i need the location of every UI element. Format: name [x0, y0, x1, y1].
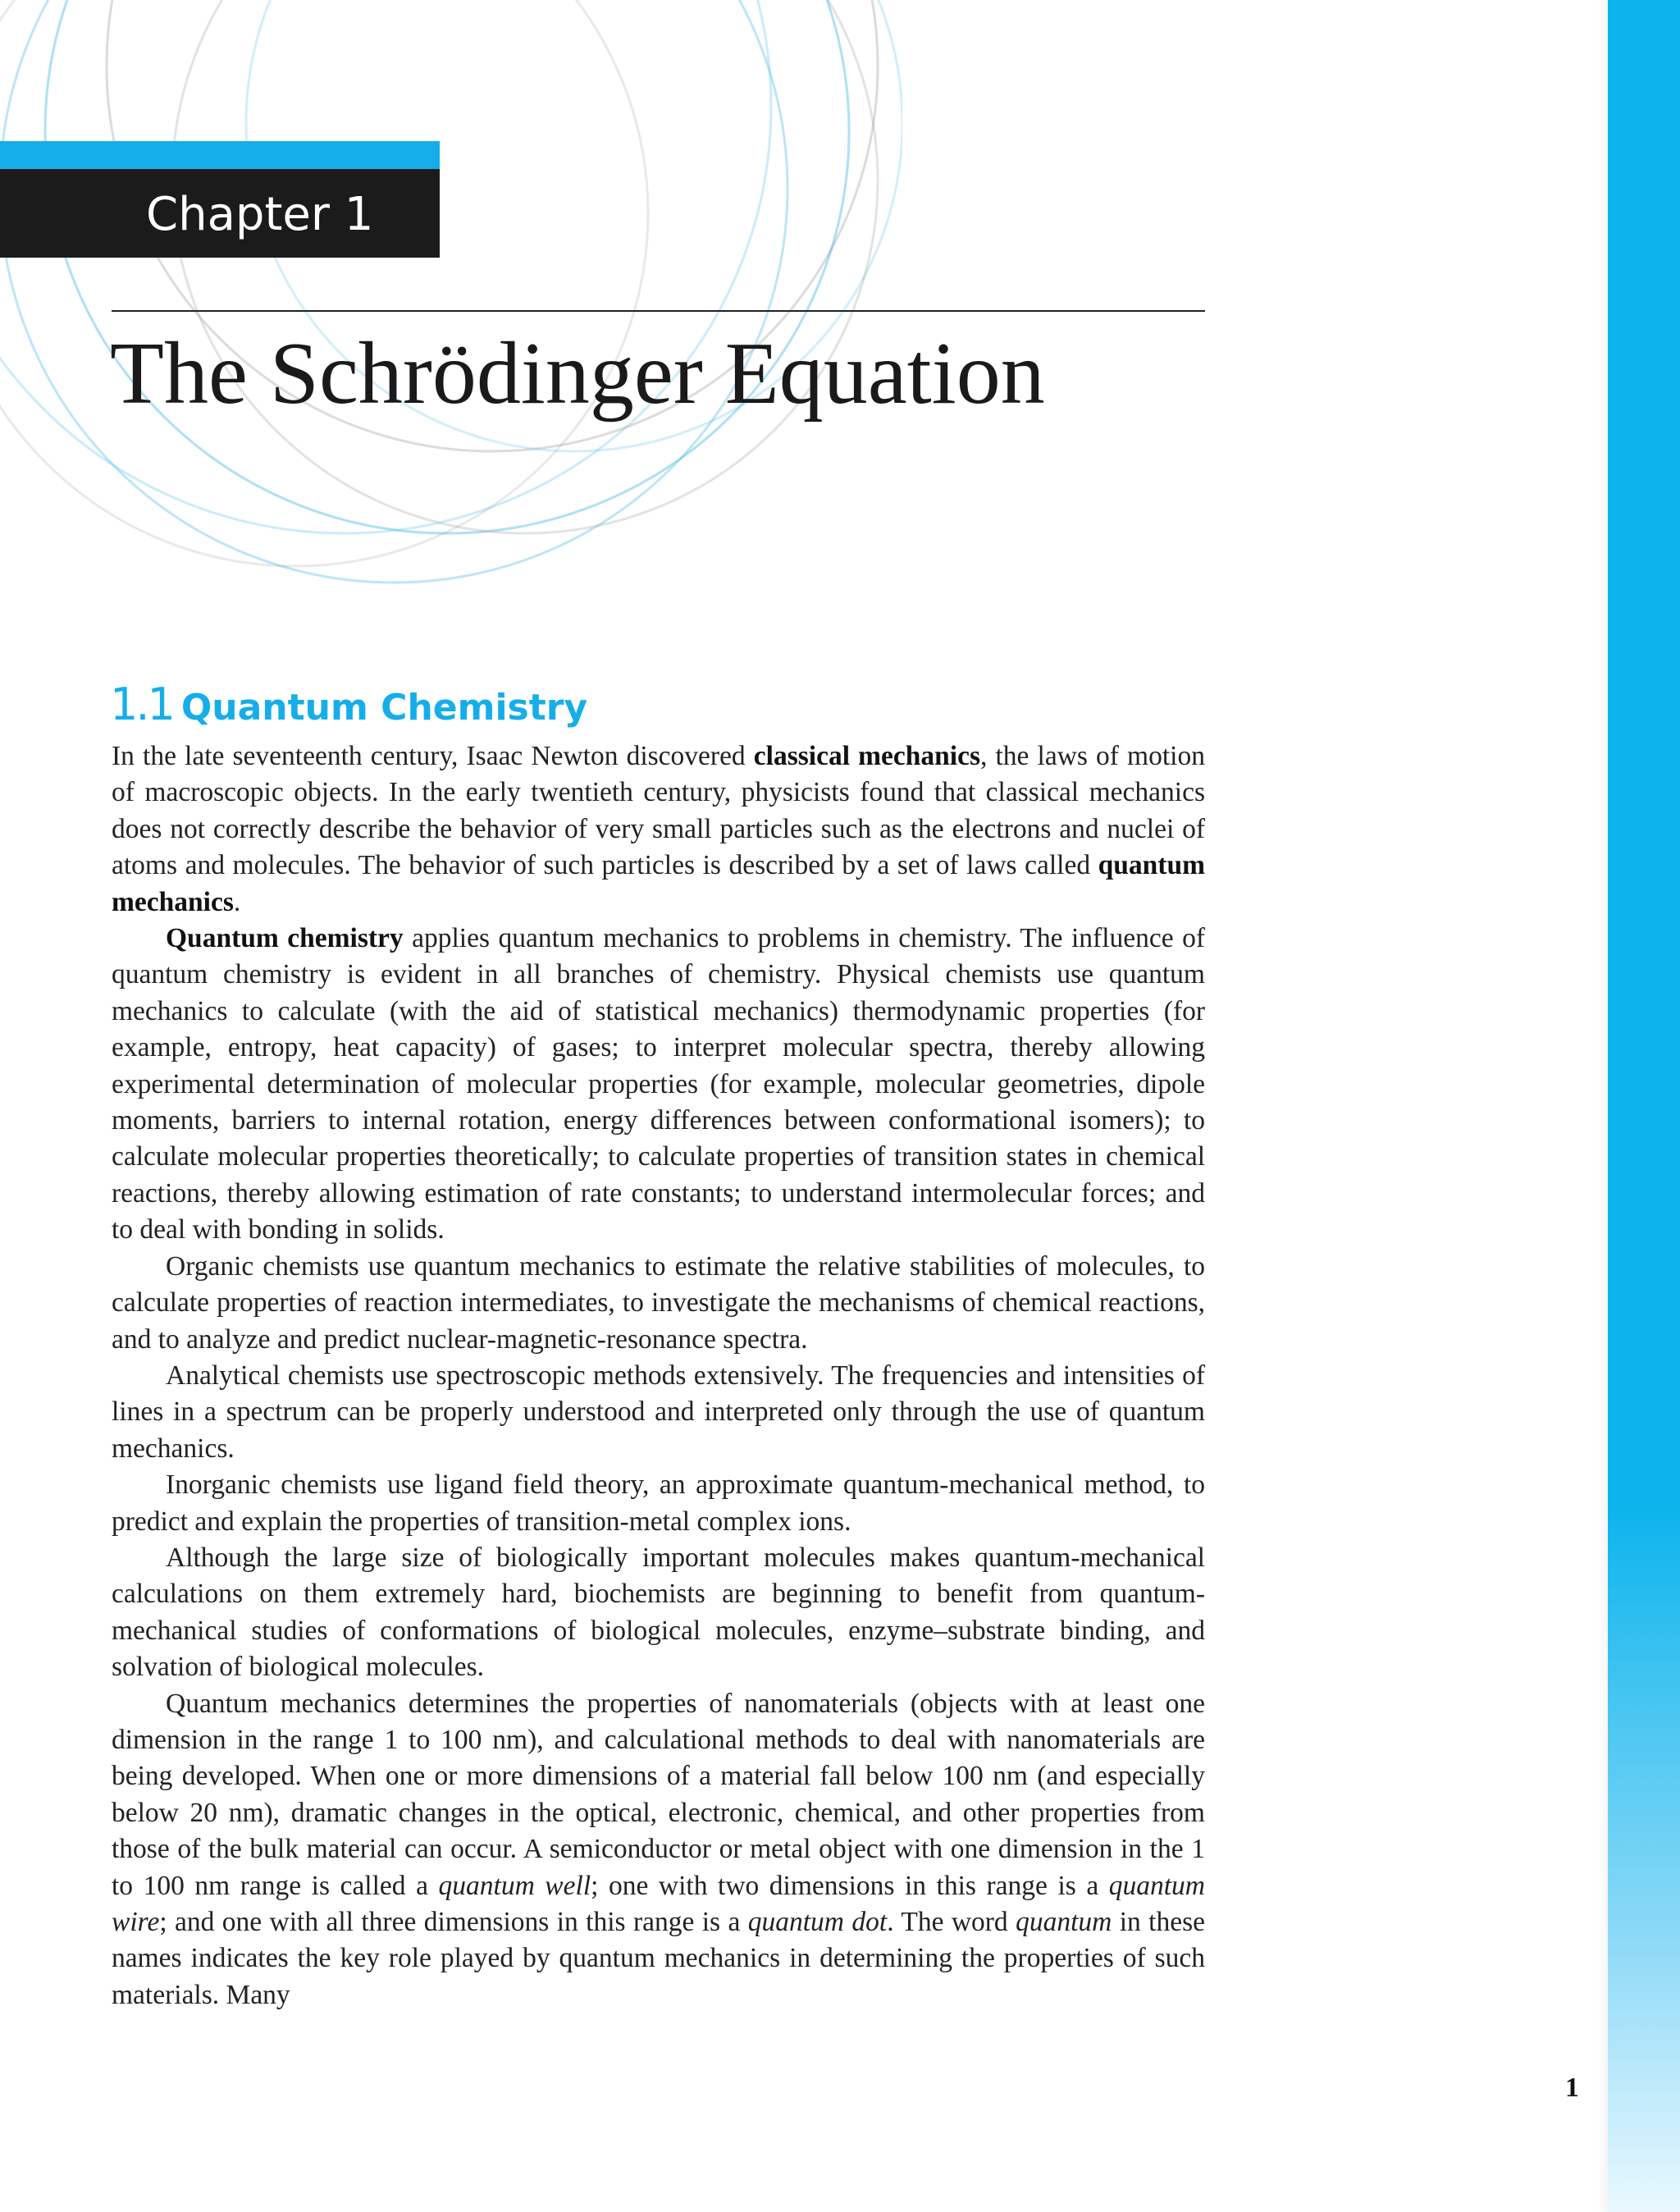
text-run: applies quantum mechanics to problems in chemistry. The influence of quantum chemistry is evident in all branches of chemistry. Physical chemists use quantum mechanics to calculate (with the aid of statistical mechanics) thermodynamic properties (for example, entropy, heat capacity) of gases; to interpret molecular spectra, thereby allowing experimental determination of molecular properties (for example, molecular geometries, dipole moments, barriers to internal rotation, energy differences between conformational isomers); to calculate molecular properties theoretically; to calculate properties of transition states in chemical reactions, thereby allowing estimation of rate constants; to understand intermolecular forces; and to deal with bonding in solids. — [112, 923, 1206, 1245]
text-run: In the late seventeenth century, Isaac Newton discovered — [112, 741, 754, 771]
body-paragraph — [112, 1686, 1205, 2014]
body-text — [112, 738, 1205, 2013]
text-run: . — [233, 886, 241, 917]
bold-term: Quantum chemistry — [166, 923, 404, 954]
italic-term: quantum well — [438, 1870, 591, 1901]
text-run: , the laws of motion of macroscopic objects. In the early twentieth century, physicists found that classical mechanics does not correctly describe the behavior of very small particles such as the electrons and nuclei of atoms and molecules. The behavior of such particles is described by a set of laws called — [112, 741, 1205, 881]
bold-term: classical mechanics — [753, 741, 981, 771]
text-run: Although the large size of biologically important molecules makes quantum-mechanical calculations on them extremely hard, biochemists are beginning to benefit from quantum-mechanical studies of conformations of biological molecules, enzyme–substrate binding, and solvation of biological molecules. — [112, 1542, 1205, 1683]
body-paragraph — [112, 921, 1205, 1249]
chapter-accent-bar — [0, 141, 440, 169]
section-title: Quantum Chemistry — [180, 687, 588, 729]
body-paragraph — [112, 1358, 1205, 1467]
body-paragraph — [112, 1540, 1205, 1686]
body-paragraph — [112, 738, 1205, 921]
text-run: Analytical chemists use spectroscopic methods extensively. The frequencies and intensities of lines in a spectrum can be properly understood and interpreted only through the use of quantum mechanics. — [112, 1360, 1205, 1464]
italic-term: quantum — [1016, 1907, 1112, 1937]
italic-term: quantum wire — [112, 1870, 1205, 1937]
bold-term: quantum mechanics — [112, 850, 1205, 917]
body-paragraph — [112, 1467, 1205, 1540]
title-rule — [112, 310, 1205, 312]
text-run: . The word — [887, 1907, 1016, 1937]
side-color-strip — [1608, 0, 1680, 2212]
chapter-title: The Schrödinger Equation — [110, 325, 1045, 423]
section-heading — [110, 676, 587, 745]
text-run: in these names indicates the key role played by quantum mechanics in determining the properties of such materials. Many — [112, 1907, 1206, 2010]
text-run: Organic chemists use quantum mechanics to estimate the relative stabilities of molecules, to calculate properties of reaction intermediates, to investigate the mechanisms of chemical reactions, and to analyze and predict nuclear-magnetic-resonance spectra. — [112, 1250, 1205, 1355]
text-run: Inorganic chemists use ligand field theory, an approximate quantum-mechanical method, to predict and explain the properties of transition-metal complex ions. — [112, 1469, 1205, 1537]
page-number: 1 — [1565, 2073, 1579, 2103]
italic-term: quantum dot — [747, 1907, 888, 1937]
body-paragraph — [112, 1249, 1205, 1358]
section-number: 1.1 — [110, 679, 173, 730]
text-run: Quantum mechanics determines the properties of nanomaterials (objects with at least one dimension in the range 1 to 100 nm), and calculational methods to deal with nanomaterials are being developed. When one or more dimensions of a material fall below 100 nm (and especially below 20 nm), dramatic changes in the optical, electronic, chemical, and other properties from those of the bulk material can occur. A semiconductor or metal object with one dimension in the 1 to 100 nm range is called a — [112, 1688, 1205, 1901]
chapter-label: Chapter 1 — [146, 188, 374, 241]
text-run: ; and one with all three dimensions in this range is a — [159, 1907, 748, 1937]
text-run: ; one with two dimensions in this range is a — [591, 1870, 1109, 1901]
